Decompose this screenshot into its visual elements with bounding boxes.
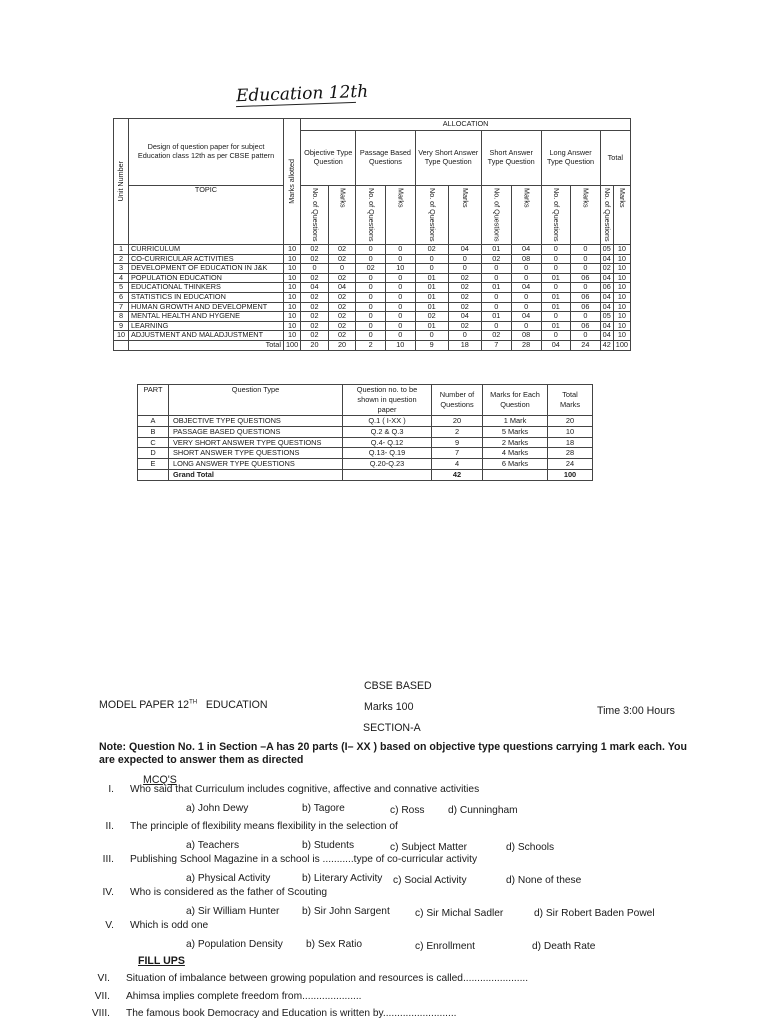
table-cell: 10 bbox=[284, 273, 301, 283]
table-cell: 02 bbox=[328, 331, 356, 341]
table-cell: 6 Marks bbox=[483, 459, 548, 470]
table-cell: 04 bbox=[301, 283, 329, 293]
table-cell: 4 bbox=[114, 273, 129, 283]
table-cell: 2 bbox=[356, 340, 386, 350]
table-cell: 04 bbox=[600, 292, 613, 302]
table-cell: 0 bbox=[448, 331, 481, 341]
table-row bbox=[114, 245, 631, 255]
marks-header: Marks bbox=[385, 186, 415, 245]
table-cell: 04 bbox=[600, 254, 613, 264]
table-cell: 01 bbox=[415, 273, 448, 283]
table-cell: 02 bbox=[328, 254, 356, 264]
table-cell: 10 bbox=[284, 321, 301, 331]
table-cell: 01 bbox=[415, 283, 448, 293]
table-cell: 0 bbox=[356, 312, 386, 322]
question-no-header: Question no. to be shown in question paper bbox=[343, 385, 432, 416]
answer-option: a) Physical Activity bbox=[186, 873, 271, 884]
table-cell: LEARNING bbox=[129, 321, 284, 331]
table-cell: 02 bbox=[415, 312, 448, 322]
answer-option: c) Sir Michal Sadler bbox=[415, 908, 504, 919]
table-cell: 01 bbox=[415, 292, 448, 302]
table-row bbox=[114, 264, 631, 274]
answer-option: c) Subject Matter bbox=[390, 842, 467, 853]
table-cell: 0 bbox=[356, 321, 386, 331]
table-cell: 0 bbox=[481, 273, 511, 283]
table-cell: 01 bbox=[541, 321, 571, 331]
answer-option: a) Sir William Hunter bbox=[186, 906, 280, 917]
question-text: The principle of flexibility means flexibility in the selection of bbox=[130, 821, 398, 832]
table-cell: 01 bbox=[541, 273, 571, 283]
table-cell: PASSAGE BASED QUESTIONS bbox=[168, 426, 342, 437]
table-cell: 10 bbox=[114, 331, 129, 341]
table-cell: 18 bbox=[548, 437, 593, 448]
question-number: VIII. bbox=[91, 1008, 110, 1019]
table-cell: 7 bbox=[481, 340, 511, 350]
cbse-based-heading: CBSE BASED bbox=[364, 680, 432, 692]
table-cell: SHORT ANSWER TYPE QUESTIONS bbox=[168, 448, 342, 459]
table-cell: 0 bbox=[511, 273, 541, 283]
table-cell: 01 bbox=[481, 312, 511, 322]
question-text: Who said that Curriculum includes cognitive, affective and connative activities bbox=[130, 784, 480, 795]
table-cell: 9 bbox=[415, 340, 448, 350]
answer-option: b) Sir John Sargent bbox=[302, 906, 390, 917]
table-cell: 10 bbox=[284, 254, 301, 264]
table-cell: 02 bbox=[481, 331, 511, 341]
table-cell: Q.20-Q.23 bbox=[343, 459, 432, 470]
table-cell: 02 bbox=[301, 331, 329, 341]
table-cell: 0 bbox=[385, 273, 415, 283]
marks-header: Marks bbox=[511, 186, 541, 245]
table-cell: 0 bbox=[356, 331, 386, 341]
design-label: Design of question paper for subject Education class 12th as per CBSE pattern bbox=[129, 119, 284, 186]
table-cell: 0 bbox=[356, 273, 386, 283]
table-cell: 02 bbox=[328, 312, 356, 322]
topic-header: TOPIC bbox=[129, 186, 284, 245]
table-cell: 01 bbox=[541, 292, 571, 302]
table-cell: 02 bbox=[301, 302, 329, 312]
table-cell: 10 bbox=[284, 245, 301, 255]
table-cell: 4 Marks bbox=[483, 448, 548, 459]
table-cell: 10 bbox=[613, 312, 630, 322]
table-cell: 02 bbox=[448, 283, 481, 293]
table-cell: 10 bbox=[613, 254, 630, 264]
table-cell: 0 bbox=[511, 302, 541, 312]
no-of-questions-header: No. of Questions bbox=[481, 186, 511, 245]
table-cell: 04 bbox=[600, 331, 613, 341]
table-cell: 0 bbox=[385, 292, 415, 302]
table-row bbox=[114, 273, 631, 283]
table-cell: E bbox=[138, 459, 169, 470]
table-cell: EDUCATIONAL THINKERS bbox=[129, 283, 284, 293]
answer-option: c) Ross bbox=[390, 805, 425, 816]
table-cell: 04 bbox=[511, 283, 541, 293]
table-cell: 3 bbox=[114, 264, 129, 274]
table-row bbox=[114, 321, 631, 331]
table-cell: 01 bbox=[481, 283, 511, 293]
table-cell: 0 bbox=[511, 321, 541, 331]
table-cell: 8 bbox=[114, 312, 129, 322]
part-row bbox=[138, 448, 593, 459]
table-cell: 04 bbox=[448, 245, 481, 255]
table-cell: Q.2 & Q.3 bbox=[343, 426, 432, 437]
table-cell: 10 bbox=[284, 283, 301, 293]
table-cell: 20 bbox=[328, 340, 356, 350]
design-table-header-row bbox=[114, 119, 631, 131]
part-row bbox=[138, 416, 593, 427]
table-cell: 10 bbox=[613, 264, 630, 274]
table-cell: 04 bbox=[600, 273, 613, 283]
table-cell: 06 bbox=[571, 302, 601, 312]
table-cell: 02 bbox=[328, 292, 356, 302]
question-text: Publishing School Magazine in a school is ...........type of co-curricular activity bbox=[130, 854, 478, 865]
table-cell: 04 bbox=[541, 340, 571, 350]
table-cell: 0 bbox=[385, 283, 415, 293]
table-cell: 0 bbox=[571, 331, 601, 341]
table-cell: B bbox=[138, 426, 169, 437]
table-cell: 10 bbox=[284, 292, 301, 302]
answer-option: b) Students bbox=[302, 840, 355, 851]
table-cell: 0 bbox=[481, 292, 511, 302]
table-cell: 05 bbox=[600, 312, 613, 322]
no-of-questions-header: No. of Questions bbox=[541, 186, 571, 245]
table-cell: 06 bbox=[571, 292, 601, 302]
table-cell: STATISTICS IN EDUCATION bbox=[129, 292, 284, 302]
table-cell: 02 bbox=[301, 273, 329, 283]
question-text: The famous book Democracy and Education is written by.......................... bbox=[126, 1008, 457, 1019]
table-cell: 0 bbox=[541, 283, 571, 293]
table-cell: 20 bbox=[432, 416, 483, 427]
table-cell: 0 bbox=[541, 254, 571, 264]
table-cell: 10 bbox=[284, 312, 301, 322]
answer-option: a) John Dewy bbox=[186, 803, 249, 814]
table-cell: Q.4- Q.12 bbox=[343, 437, 432, 448]
table-cell: 02 bbox=[328, 273, 356, 283]
table-cell: 0 bbox=[356, 254, 386, 264]
table-row bbox=[114, 302, 631, 312]
table-cell: POPULATION EDUCATION bbox=[129, 273, 284, 283]
table-cell: 02 bbox=[448, 273, 481, 283]
table-cell: 0 bbox=[328, 264, 356, 274]
table-cell: 10 bbox=[613, 331, 630, 341]
fill-ups-heading: FILL UPS bbox=[138, 955, 185, 967]
table-cell: 08 bbox=[511, 254, 541, 264]
table-cell: 10 bbox=[548, 426, 593, 437]
table-row bbox=[114, 292, 631, 302]
table-cell: 100 bbox=[284, 340, 301, 350]
table-cell: 0 bbox=[415, 331, 448, 341]
table-cell: 0 bbox=[448, 264, 481, 274]
table-row bbox=[114, 283, 631, 293]
question-number: V. bbox=[105, 920, 114, 931]
table-cell: HUMAN GROWTH AND DEVELOPMENT bbox=[129, 302, 284, 312]
answer-option: d) Cunningham bbox=[448, 805, 518, 816]
table-cell: 06 bbox=[600, 283, 613, 293]
table-cell: 1 bbox=[114, 245, 129, 255]
table-cell: Q.1 ( I-XX ) bbox=[343, 416, 432, 427]
part-row bbox=[138, 426, 593, 437]
table-cell: 9 bbox=[432, 437, 483, 448]
no-of-questions-header: No. of Questions bbox=[301, 186, 329, 245]
table-cell: 04 bbox=[511, 312, 541, 322]
table-cell: 0 bbox=[541, 331, 571, 341]
table-cell: CO-CURRICULAR ACTIVITIES bbox=[129, 254, 284, 264]
table-cell: 10 bbox=[385, 264, 415, 274]
table-cell: CURRICULUM bbox=[129, 245, 284, 255]
answer-option: b) Sex Ratio bbox=[306, 939, 363, 950]
table-cell: 0 bbox=[385, 254, 415, 264]
table-cell: 02 bbox=[415, 245, 448, 255]
table-cell bbox=[114, 340, 129, 350]
table-cell: 10 bbox=[284, 264, 301, 274]
table-cell: DEVELOPMENT OF EDUCATION IN J&K bbox=[129, 264, 284, 274]
answer-option: c) Social Activity bbox=[393, 875, 467, 886]
table-cell: ADJUSTMENT AND MALADJUSTMENT bbox=[129, 331, 284, 341]
table-cell: 18 bbox=[448, 340, 481, 350]
answer-option: a) Population Density bbox=[186, 939, 283, 950]
table-cell: A bbox=[138, 416, 169, 427]
table-cell: 0 bbox=[301, 264, 329, 274]
table-cell: 0 bbox=[541, 264, 571, 274]
table-cell: 0 bbox=[571, 254, 601, 264]
table-cell: OBJECTIVE TYPE QUESTIONS bbox=[168, 416, 342, 427]
marks-each-header: Marks for Each Question bbox=[483, 385, 548, 416]
table-cell: 6 bbox=[114, 292, 129, 302]
table-cell: 02 bbox=[301, 321, 329, 331]
table-cell: 0 bbox=[415, 264, 448, 274]
table-cell: 7 bbox=[114, 302, 129, 312]
table-cell: 0 bbox=[541, 245, 571, 255]
total-marks-header: Total Marks bbox=[548, 385, 593, 416]
question-text: Ahimsa implies complete freedom from..................... bbox=[126, 991, 362, 1002]
table-cell: 01 bbox=[415, 321, 448, 331]
table-cell: 1 Mark bbox=[483, 416, 548, 427]
table-cell: 04 bbox=[448, 312, 481, 322]
total-row bbox=[114, 340, 631, 350]
answer-option: d) Schools bbox=[506, 842, 555, 853]
table-cell: C bbox=[138, 437, 169, 448]
table-cell: 0 bbox=[571, 312, 601, 322]
answer-option: c) Enrollment bbox=[415, 941, 476, 952]
grand-total-marks: 100 bbox=[548, 469, 593, 480]
table-cell: 04 bbox=[600, 321, 613, 331]
question-number: III. bbox=[102, 854, 114, 865]
table-cell: 10 bbox=[613, 273, 630, 283]
group-passage: Passage Based Questions bbox=[356, 131, 415, 186]
table-cell: 24 bbox=[548, 459, 593, 470]
grand-total-row bbox=[138, 469, 593, 480]
table-cell: 2 bbox=[114, 254, 129, 264]
table-cell: 0 bbox=[385, 245, 415, 255]
number-of-questions-header: Number of Questions bbox=[432, 385, 483, 416]
answer-option: d) None of these bbox=[506, 875, 582, 886]
table-cell: 0 bbox=[385, 321, 415, 331]
table-row bbox=[114, 254, 631, 264]
table-cell: 0 bbox=[571, 283, 601, 293]
time-label: Time 3:00 Hours bbox=[597, 705, 675, 717]
table-cell: 10 bbox=[613, 321, 630, 331]
table-cell: 5 Marks bbox=[483, 426, 548, 437]
table-cell: 7 bbox=[432, 448, 483, 459]
answer-option: b) Tagore bbox=[302, 803, 345, 814]
no-of-questions-header: No. of Questions bbox=[600, 186, 613, 245]
table-cell: 0 bbox=[511, 292, 541, 302]
part-header: PART bbox=[138, 385, 169, 416]
table-cell: 10 bbox=[613, 292, 630, 302]
table-cell: 24 bbox=[571, 340, 601, 350]
mcq-heading: MCQ'S bbox=[143, 774, 177, 786]
table-cell: 0 bbox=[481, 302, 511, 312]
table-cell: 42 bbox=[600, 340, 613, 350]
table-cell: 01 bbox=[541, 302, 571, 312]
section-heading: SECTION-A bbox=[363, 722, 421, 734]
table-cell: 10 bbox=[284, 302, 301, 312]
total-label: Total bbox=[129, 340, 284, 350]
table-cell: 0 bbox=[385, 331, 415, 341]
question-number: II. bbox=[105, 821, 114, 832]
table-cell: LONG ANSWER TYPE QUESTIONS bbox=[168, 459, 342, 470]
table-cell: 02 bbox=[328, 302, 356, 312]
table-cell: 02 bbox=[328, 245, 356, 255]
table-cell: 02 bbox=[301, 312, 329, 322]
answer-option: d) Sir Robert Baden Powel bbox=[534, 908, 655, 919]
table-cell: 02 bbox=[448, 292, 481, 302]
question-text: Which is odd one bbox=[130, 920, 209, 931]
table-cell: 0 bbox=[541, 312, 571, 322]
table-cell: 04 bbox=[511, 245, 541, 255]
table-row bbox=[114, 312, 631, 322]
table-cell: 10 bbox=[284, 331, 301, 341]
design-table bbox=[113, 118, 631, 351]
unit-number-header: Unit Number bbox=[114, 119, 129, 245]
table-cell: 4 bbox=[432, 459, 483, 470]
table-cell: 05 bbox=[600, 245, 613, 255]
question-number: VII. bbox=[94, 991, 110, 1002]
table-cell: 0 bbox=[448, 254, 481, 264]
table-cell: 0 bbox=[356, 283, 386, 293]
table-cell: VERY SHORT ANSWER TYPE QUESTIONS bbox=[168, 437, 342, 448]
allocation-header: ALLOCATION bbox=[301, 119, 631, 131]
table-cell: 02 bbox=[328, 321, 356, 331]
table-cell: 0 bbox=[356, 245, 386, 255]
table-cell: 20 bbox=[548, 416, 593, 427]
table-cell: D bbox=[138, 448, 169, 459]
part-table bbox=[137, 384, 593, 481]
marks-header: Marks bbox=[328, 186, 356, 245]
table-cell: 10 bbox=[613, 283, 630, 293]
question-number: IV. bbox=[102, 887, 114, 898]
table-cell: 2 Marks bbox=[483, 437, 548, 448]
no-of-questions-header: No. of Questions bbox=[415, 186, 448, 245]
table-cell: 02 bbox=[301, 254, 329, 264]
answer-option: d) Death Rate bbox=[532, 941, 596, 952]
table-cell: 04 bbox=[328, 283, 356, 293]
table-cell: 01 bbox=[415, 302, 448, 312]
table-cell: 0 bbox=[481, 264, 511, 274]
table-cell: 02 bbox=[481, 254, 511, 264]
table-cell: MENTAL HEALTH AND HYGENE bbox=[129, 312, 284, 322]
table-cell: 9 bbox=[114, 321, 129, 331]
table-cell: 28 bbox=[548, 448, 593, 459]
marks-header: Marks bbox=[613, 186, 630, 245]
grand-total-questions: 42 bbox=[432, 469, 483, 480]
table-cell: 5 bbox=[114, 283, 129, 293]
table-cell: 10 bbox=[385, 340, 415, 350]
instructions-note: Note: Question No. 1 in Section –A has 20 parts (I– XX ) based on objective type questions carrying 1 mark each. You are expected to answer them as directed bbox=[99, 741, 687, 766]
table-cell: 02 bbox=[356, 264, 386, 274]
part-row bbox=[138, 437, 593, 448]
table-cell: 0 bbox=[511, 264, 541, 274]
answer-option: b) Literary Activity bbox=[302, 873, 383, 884]
question-text: Who is considered as the father of Scouting bbox=[130, 887, 328, 898]
table-cell: 0 bbox=[571, 264, 601, 274]
table-cell: 0 bbox=[385, 302, 415, 312]
marks-header: Marks bbox=[571, 186, 601, 245]
question-number: VI. bbox=[97, 973, 110, 984]
table-cell: 0 bbox=[415, 254, 448, 264]
table-cell: 02 bbox=[448, 321, 481, 331]
table-cell: 06 bbox=[571, 273, 601, 283]
table-cell: 02 bbox=[600, 264, 613, 274]
model-paper-title: MODEL PAPER 12TH EDUCATION bbox=[99, 699, 268, 711]
group-objective: Objective Type Question bbox=[301, 131, 356, 186]
table-cell: 01 bbox=[481, 245, 511, 255]
table-cell: 0 bbox=[481, 321, 511, 331]
table-cell: Q.13- Q.19 bbox=[343, 448, 432, 459]
question-type-header: Question Type bbox=[168, 385, 342, 416]
group-long: Long Answer Type Question bbox=[541, 131, 600, 186]
marks-header: Marks bbox=[448, 186, 481, 245]
table-cell: 08 bbox=[511, 331, 541, 341]
marks-label: Marks 100 bbox=[364, 701, 414, 713]
question-text: Situation of imbalance between growing population and resources is called....................... bbox=[126, 973, 529, 984]
handwritten-title: Education 12th bbox=[235, 81, 369, 107]
table-cell: 0 bbox=[385, 312, 415, 322]
table-cell: 28 bbox=[511, 340, 541, 350]
group-very-short: Very Short Answer Type Question bbox=[415, 131, 481, 186]
table-cell: 0 bbox=[356, 302, 386, 312]
table-cell: 2 bbox=[432, 426, 483, 437]
question-number: I. bbox=[108, 784, 114, 795]
answer-option: a) Teachers bbox=[186, 840, 240, 851]
group-total: Total bbox=[600, 131, 630, 186]
table-cell: 10 bbox=[613, 302, 630, 312]
group-short: Short Answer Type Question bbox=[481, 131, 541, 186]
table-cell: 100 bbox=[613, 340, 630, 350]
table-cell: 0 bbox=[571, 245, 601, 255]
part-table-header-row bbox=[138, 385, 593, 416]
table-cell: 04 bbox=[600, 302, 613, 312]
table-row bbox=[114, 331, 631, 341]
table-cell: 10 bbox=[613, 245, 630, 255]
grand-total-label: Grand Total bbox=[168, 469, 342, 480]
table-cell: 06 bbox=[571, 321, 601, 331]
marks-allotted-header: Marks allotted bbox=[284, 119, 301, 245]
table-cell: 0 bbox=[356, 292, 386, 302]
table-cell: 02 bbox=[301, 245, 329, 255]
part-row bbox=[138, 459, 593, 470]
table-cell: 20 bbox=[301, 340, 329, 350]
table-cell: 02 bbox=[301, 292, 329, 302]
no-of-questions-header: No. of Questions bbox=[356, 186, 386, 245]
table-cell: 02 bbox=[448, 302, 481, 312]
